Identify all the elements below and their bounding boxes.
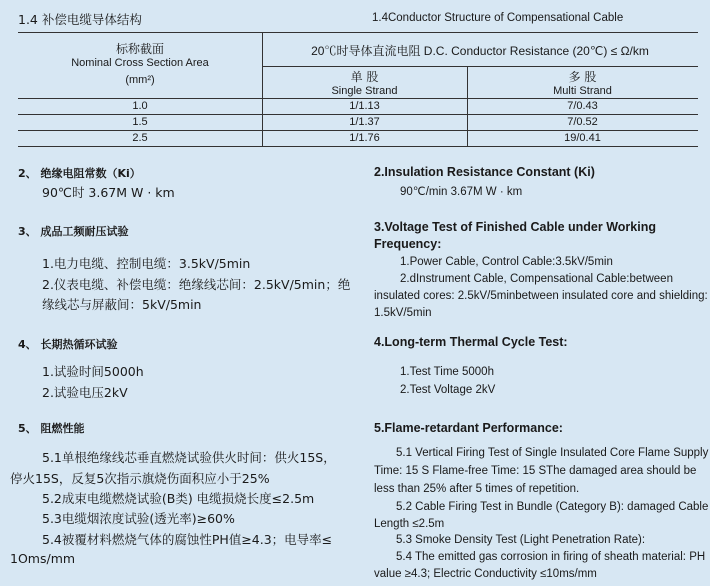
left-section-4-line-1: 1.试验时间5000h: [42, 364, 144, 379]
single-strand-header-en: Single Strand: [331, 85, 398, 97]
right-section-5-line-7: 5.4 The emitted gas corrosion in firing of sheath material: PH: [396, 551, 706, 563]
left-section-3-line-3: 缘线芯与屏蔽间：5kV/5min: [42, 297, 202, 312]
table-row-area: 1.5: [132, 116, 148, 128]
single-strand-header-cn: 单 股: [350, 70, 379, 84]
left-section-5-line-2: 停火15S，反复5次指示旗烧伤面积应小于25%: [10, 471, 270, 486]
left-section-5-line-6: 1Oms/mm: [10, 551, 76, 566]
right-section-5-line-2: Time: 15 S Flame-free Time: 15 SThe damaged area should be: [374, 465, 697, 477]
table-row-area: 1.0: [132, 100, 148, 112]
left-section-5-line-4: 5.3电缆烟浓度试验(透光率)≥60%: [42, 511, 235, 526]
right-section-3-title-2: Frequency:: [374, 237, 442, 251]
right-section-3-line-1: 1.Power Cable, Control Cable:3.5kV/5min: [400, 256, 613, 268]
left-section-5-line-1: 5.1单根绝缘线芯垂直燃烧试验供火时间：供火15S，: [42, 450, 336, 465]
left-section-2-line: 90℃时 3.67M W · km: [42, 185, 175, 200]
right-section-2-line: 90℃/min 3.67M W · km: [400, 186, 523, 198]
table-row-multi: 7/0.52: [567, 116, 598, 128]
table-row-single: 1/1.37: [349, 116, 380, 128]
resistance-header: 20℃时导体直流电阻 D.C. Conductor Resistance (20℃) ≤ Ω/km: [311, 44, 649, 58]
col-area-header-cn: 标称截面: [115, 42, 164, 56]
right-section-3-line-3: insulated cores: 2.5kV/5minbetween insulated core and shielding:: [374, 290, 708, 302]
left-section-5-line-3: 5.2成束电缆燃烧试验(B类) 电缆损烧长度≤2.5m: [42, 491, 315, 506]
table-row-multi: 7/0.43: [567, 100, 598, 112]
right-section-4-line-1: 1.Test Time 5000h: [400, 366, 494, 378]
left-section-5-line-5: 5.4被覆材料燃烧气体的腐蚀性PH值≥4.3；电导率≤: [42, 532, 333, 547]
right-section-5-line-8: value ≥4.3; Electric Conductivity ≤10ms/mm: [374, 568, 597, 580]
right-section-5-line-3: less than 25% after 5 times of repetition.: [374, 483, 580, 495]
left-section-4-title: 4、 长期热循环试验: [18, 338, 118, 351]
right-section-5-line-4: 5.2 Cable Firing Test in Bundle (Category B): damaged Cable: [396, 501, 709, 513]
multi-strand-header-en: Multi Strand: [553, 85, 612, 97]
table-row-area: 2.5: [132, 132, 148, 144]
table-row-single: 1/1.13: [349, 100, 380, 112]
left-section-2-title: 2、 绝缘电阻常数（Ki）: [18, 167, 141, 180]
right-section-5-line-1: 5.1 Vertical Firing Test of Single Insulated Core Flame Supply: [396, 447, 709, 459]
right-section-4-line-2: 2.Test Voltage 2kV: [400, 384, 496, 396]
left-section-5-title: 5、 阻燃性能: [18, 422, 85, 435]
right-section-5-title: 5.Flame-retardant Performance:: [374, 421, 563, 435]
right-section-5-line-6: 5.3 Smoke Density Test (Light Penetration Rate):: [396, 534, 646, 546]
right-section-3-title-1: 3.Voltage Test of Finished Cable under Working: [374, 220, 656, 234]
table-row-multi: 19/0.41: [564, 132, 601, 144]
multi-strand-header-cn: 多 股: [568, 70, 597, 84]
col-area-header-en: Nominal Cross Section Area: [71, 57, 209, 69]
left-section-3-line-2: 2.仪表电缆、补偿电缆：绝缘线芯间：2.5kV/5min；绝: [42, 277, 351, 292]
right-section-2-title: 2.Insulation Resistance Constant (Ki): [374, 165, 595, 179]
left-section-3-title: 3、 成品工频耐压试验: [18, 225, 129, 238]
col-area-header-unit: (mm²): [125, 74, 155, 86]
left-section-3-line-1: 1.电力电缆、控制电缆：3.5kV/5min: [42, 256, 251, 271]
title-cn: 1.4 补偿电缆导体结构: [18, 12, 142, 27]
right-section-3-line-4: 1.5kV/5min: [374, 307, 432, 319]
right-section-5-line-5: Length ≤2.5m: [374, 518, 445, 530]
table-row-single: 1/1.76: [349, 132, 380, 144]
left-section-4-line-2: 2.试验电压2kV: [42, 385, 128, 400]
right-section-3-line-2: 2.dInstrument Cable, Compensational Cable:between: [400, 273, 673, 285]
title-en: 1.4Conductor Structure of Compensational Cable: [372, 12, 624, 24]
right-section-4-title: 4.Long-term Thermal Cycle Test:: [374, 335, 568, 349]
